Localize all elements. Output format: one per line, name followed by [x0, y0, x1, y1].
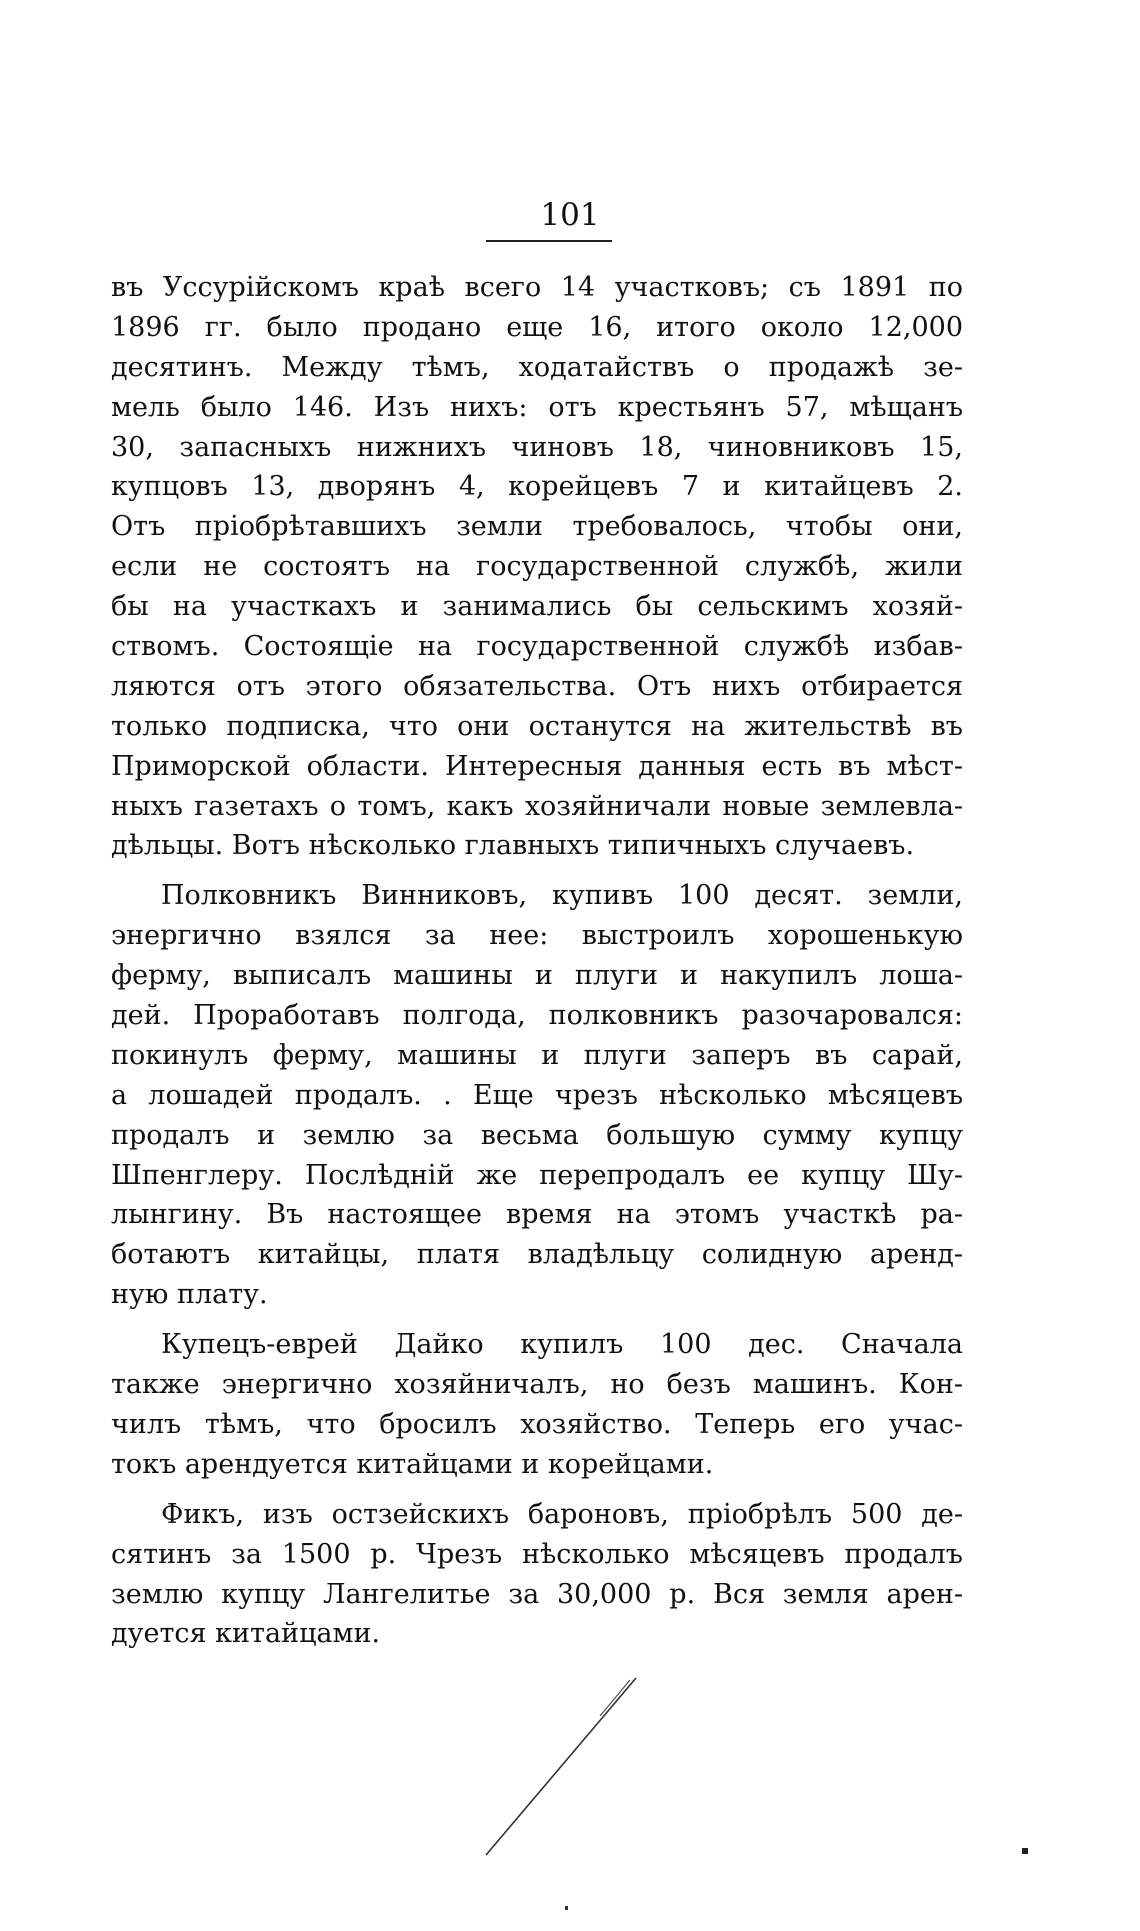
- paragraph-gap: [111, 1485, 963, 1495]
- paragraph: [111, 268, 963, 866]
- text-line: 30, запасныхъ нижнихъ чиновъ 18, чиновниковъ 15,: [111, 431, 963, 463]
- text-line: продалъ и землю за весьма большую сумму купцу: [111, 1119, 963, 1151]
- ink-speck: [1022, 1848, 1028, 1854]
- text-line: дѣльцы. Вотъ нѣсколько главныхъ типичныхъ случаевъ.: [111, 830, 915, 862]
- text-line: ствомъ. Состоящіе на государственной службѣ избав-: [111, 631, 963, 663]
- text-line: бы на участкахъ и занимались бы сельскимъ хозяй-: [111, 591, 963, 623]
- text-line: купцовъ 13, дворянъ 4, корейцевъ 7 и китайцевъ 2.: [111, 471, 963, 503]
- text-line: а лошадей продалъ. . Еще чрезъ нѣсколько мѣсяцевъ: [111, 1079, 963, 1111]
- page-number-underline: [486, 240, 612, 242]
- text-line: дуется китайцами.: [111, 1618, 381, 1650]
- pen-stroke-line-thin: [600, 1680, 630, 1716]
- ink-speck-small: [565, 1906, 568, 1910]
- text-line: Приморской области. Интересныя данныя есть въ мѣст-: [111, 750, 963, 782]
- text-line: лынгину. Въ настоящее время на этомъ участкѣ ра-: [111, 1199, 963, 1231]
- text-line: мель было 146. Изъ нихъ: отъ крестьянъ 57, мѣщанъ: [111, 391, 963, 423]
- paragraph: [111, 1495, 963, 1655]
- text-line: токъ арендуется китайцами и корейцами.: [111, 1448, 714, 1480]
- page-body-text: [111, 268, 963, 1654]
- text-line: чилъ тѣмъ, что бросилъ хозяйство. Теперь его учас-: [111, 1408, 963, 1440]
- text-line: сятинъ за 1500 р. Чрезъ нѣсколько мѣсяцевъ продалъ: [111, 1538, 963, 1570]
- text-line: Отъ пріобрѣтавшихъ земли требовалось, чтобы они,: [111, 511, 963, 543]
- text-line: ботаютъ китайцы, платя владѣльцу солидную аренд-: [111, 1239, 963, 1271]
- paragraph-gap: [111, 1315, 963, 1325]
- text-line: десятинъ. Между тѣмъ, ходатайствъ о продажѣ зе-: [111, 351, 963, 383]
- paragraph: [111, 1325, 963, 1485]
- paragraph: [111, 876, 963, 1315]
- pen-stroke-line: [486, 1678, 636, 1855]
- text-line: ныхъ газетахъ о томъ, какъ хозяйничали новые землевла-: [111, 790, 963, 822]
- text-line: дей. Проработавъ полгода, полковникъ разочаровался:: [111, 1000, 963, 1032]
- text-line: Купецъ-еврей Дайко купилъ 100 дес. Сначала: [161, 1329, 963, 1361]
- text-line: Фикъ, изъ остзейскихъ бароновъ, пріобрѣлъ 500 де-: [161, 1498, 963, 1530]
- text-line: въ Уссурійскомъ краѣ всего 14 участковъ; съ 1891 по: [111, 272, 963, 303]
- text-line: только подписка, что они останутся на жительствѣ въ: [111, 710, 963, 742]
- text-line: ную плату.: [111, 1279, 268, 1311]
- text-line: ферму, выписалъ машины и плуги и накупилъ лоша-: [111, 960, 963, 992]
- text-line: энергично взялся за нее: выстроилъ хорошенькую: [111, 920, 963, 952]
- text-line: Шпенглеру. Послѣдній же перепродалъ ее купцу Шу-: [111, 1159, 963, 1191]
- text-line: ляются отъ этого обязательства. Отъ нихъ отбирается: [111, 670, 963, 702]
- paragraph-gap: [111, 866, 963, 876]
- text-line: Полковникъ Винниковъ, купивъ 100 десят. земли,: [161, 880, 963, 912]
- text-line: 1896 гг. было продано еще 16, итого около 12,000: [111, 311, 963, 343]
- text-line: землю купцу Лангелитье за 30,000 р. Вся земля арен-: [111, 1578, 963, 1610]
- text-line: покинулъ ферму, машины и плуги заперъ въ сарай,: [111, 1039, 963, 1071]
- page-number: 101: [540, 197, 600, 233]
- text-line: если не состоятъ на государственной службѣ, жили: [111, 551, 963, 583]
- text-line: также энергично хозяйничалъ, но безъ машинъ. Кон-: [111, 1369, 963, 1401]
